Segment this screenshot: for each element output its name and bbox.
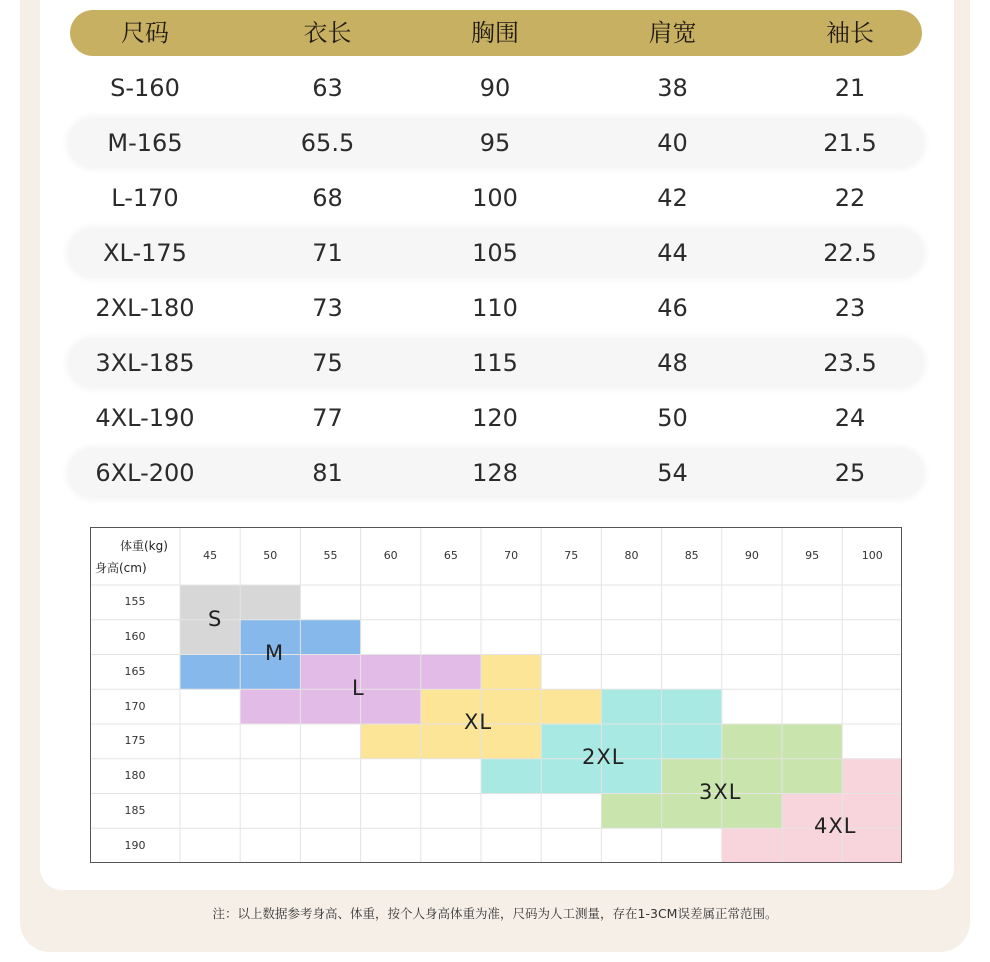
size-block-xl bbox=[361, 724, 542, 759]
header-shoulder: 肩宽 bbox=[648, 19, 697, 47]
header-length: 衣长 bbox=[303, 19, 352, 47]
size-block-label: XL bbox=[464, 710, 493, 734]
cell-shoulder: 42 bbox=[657, 184, 688, 212]
cell-chest: 100 bbox=[472, 184, 518, 212]
size-block-xl bbox=[421, 689, 602, 724]
cell-shoulder: 40 bbox=[657, 129, 688, 157]
size-block-xl bbox=[481, 655, 541, 690]
height-label: 160 bbox=[124, 630, 146, 644]
cell-size: M-165 bbox=[107, 129, 183, 157]
table-row bbox=[70, 395, 922, 441]
size-block-label: 2XL bbox=[582, 745, 625, 769]
footnote: 注：以上数据参考身高、体重，按个人身高体重为准，尺码为人工测量，存在1-3CM误差属正常范围。 bbox=[212, 906, 778, 921]
cell-chest: 128 bbox=[472, 459, 518, 487]
cell-chest: 105 bbox=[472, 239, 518, 267]
cell-sleeve: 23 bbox=[834, 294, 866, 322]
header-size: 尺码 bbox=[121, 19, 169, 47]
cell-shoulder: 46 bbox=[657, 294, 688, 322]
cell-chest: 90 bbox=[479, 74, 511, 102]
size-block-3xl bbox=[662, 759, 843, 794]
size-recommendation-grid bbox=[90, 527, 902, 863]
cell-size: 2XL-180 bbox=[95, 294, 195, 322]
cell-shoulder: 54 bbox=[657, 459, 688, 487]
cell-sleeve: 23.5 bbox=[823, 349, 877, 377]
cell-chest: 115 bbox=[472, 349, 518, 377]
cell-chest: 95 bbox=[479, 129, 511, 157]
height-label: 155 bbox=[124, 595, 146, 609]
weight-label: 100 bbox=[861, 549, 883, 562]
size-block-label: 3XL bbox=[699, 780, 742, 804]
weight-label: 75 bbox=[564, 549, 579, 562]
cell-sleeve: 24 bbox=[834, 404, 866, 432]
height-label: 175 bbox=[124, 734, 146, 748]
size-block-label: M bbox=[265, 641, 285, 665]
cell-shoulder: 50 bbox=[657, 404, 688, 432]
grid-canvas bbox=[90, 527, 902, 863]
size-block-label: S bbox=[208, 607, 223, 631]
height-label: 165 bbox=[124, 664, 146, 678]
size-block-2xl bbox=[481, 759, 662, 794]
table-row bbox=[70, 175, 922, 221]
height-axis-title: 身高(cm) bbox=[95, 561, 147, 575]
table-row bbox=[70, 230, 922, 276]
cell-length: 75 bbox=[312, 349, 343, 377]
weight-label: 95 bbox=[805, 549, 820, 562]
cell-length: 81 bbox=[312, 459, 343, 487]
weight-axis-title: 体重(kg) bbox=[120, 539, 168, 553]
weight-label: 65 bbox=[443, 549, 458, 562]
weight-label: 60 bbox=[383, 549, 398, 562]
cell-length: 71 bbox=[312, 239, 343, 267]
cell-sleeve: 25 bbox=[834, 459, 866, 487]
cell-size: 3XL-185 bbox=[95, 349, 195, 377]
weight-label: 45 bbox=[203, 549, 218, 562]
weight-label: 85 bbox=[684, 549, 699, 562]
table-row bbox=[70, 340, 922, 386]
height-label: 170 bbox=[124, 699, 146, 713]
cell-size: XL-175 bbox=[103, 239, 187, 267]
weight-label: 80 bbox=[624, 549, 639, 562]
size-block-l bbox=[300, 655, 481, 690]
header-sleeve: 袖长 bbox=[826, 19, 874, 47]
cell-shoulder: 38 bbox=[657, 74, 688, 102]
table-row bbox=[70, 120, 922, 166]
weight-label: 50 bbox=[263, 549, 278, 562]
cell-size: 6XL-200 bbox=[95, 459, 195, 487]
size-block-4xl bbox=[722, 828, 902, 863]
size-block-label: 4XL bbox=[814, 814, 857, 838]
size-block-3xl bbox=[601, 794, 782, 829]
cell-size: 4XL-190 bbox=[95, 404, 195, 432]
cell-length: 77 bbox=[312, 404, 343, 432]
cell-size: S-160 bbox=[110, 74, 180, 102]
cell-sleeve: 21.5 bbox=[823, 129, 877, 157]
cell-sleeve: 22 bbox=[834, 184, 866, 212]
table-row bbox=[70, 450, 922, 496]
height-label: 185 bbox=[124, 803, 146, 817]
cell-sleeve: 22.5 bbox=[823, 239, 877, 267]
cell-shoulder: 44 bbox=[657, 239, 688, 267]
cell-chest: 120 bbox=[472, 404, 518, 432]
cell-length: 68 bbox=[312, 184, 343, 212]
height-label: 180 bbox=[124, 769, 146, 783]
weight-label: 90 bbox=[744, 549, 759, 562]
size-block-l bbox=[240, 689, 421, 724]
cell-length: 65.5 bbox=[300, 129, 355, 157]
cell-length: 73 bbox=[312, 294, 343, 322]
cell-length: 63 bbox=[312, 74, 343, 102]
table-row bbox=[70, 285, 922, 331]
size-block-2xl bbox=[541, 724, 722, 759]
cell-size: L-170 bbox=[111, 184, 179, 212]
cell-chest: 110 bbox=[472, 294, 518, 322]
size-block-4xl bbox=[842, 759, 902, 794]
weight-label: 55 bbox=[323, 549, 338, 562]
size-table-header bbox=[70, 10, 922, 56]
size-block-label: L bbox=[352, 676, 365, 700]
cell-shoulder: 48 bbox=[657, 349, 688, 377]
height-label: 190 bbox=[124, 838, 146, 852]
header-chest: 胸围 bbox=[471, 19, 519, 47]
weight-label: 70 bbox=[504, 549, 519, 562]
cell-sleeve: 21 bbox=[834, 74, 866, 102]
table-row bbox=[70, 65, 922, 111]
